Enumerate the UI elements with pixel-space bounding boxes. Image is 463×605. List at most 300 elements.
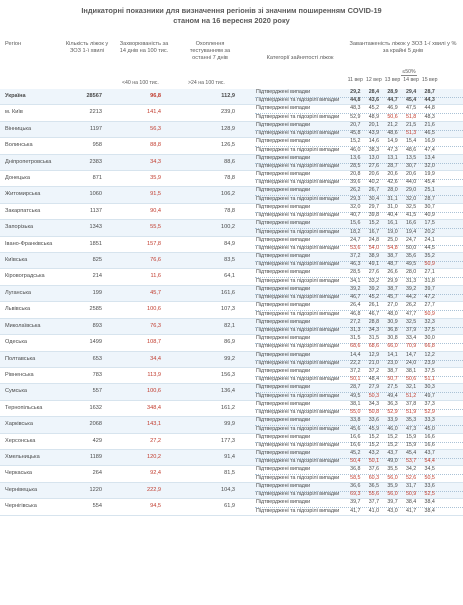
testing-value: 99,2 bbox=[224, 355, 235, 362]
beds-count: 554 bbox=[92, 503, 102, 510]
occupancy-confirmed: 29,4 bbox=[405, 89, 417, 95]
incidence-value: 35,9 bbox=[150, 175, 161, 182]
occupancy-confirmed: 15,6 bbox=[350, 220, 361, 227]
table-row bbox=[0, 138, 463, 154]
occupancy-confirmed: 34,2 bbox=[405, 466, 417, 473]
occupancy-confirmed-suspected: 48,4 bbox=[368, 376, 380, 383]
beds-count: 1632 bbox=[89, 404, 102, 411]
occupancy-confirmed-suspected: 50,6 bbox=[405, 376, 417, 383]
region-name: Чернігівська bbox=[5, 503, 37, 510]
occupancy-confirmed: 26,2 bbox=[405, 302, 417, 309]
testing-value: 107,3 bbox=[221, 306, 235, 313]
testing-value: 128,9 bbox=[221, 125, 235, 132]
region-name: Сумська bbox=[5, 388, 28, 395]
category-confirmed-suspected: Підтверджені та підозрілі випадки bbox=[256, 474, 340, 481]
category-confirmed-suspected: Підтверджені та підозрілі випадки bbox=[256, 113, 340, 120]
title-line-1: Індикаторні показники для визначення регіонів зі значним поширенням COVID-19 bbox=[81, 6, 382, 15]
occupancy-confirmed: 30,8 bbox=[387, 335, 398, 342]
table-row bbox=[0, 401, 463, 417]
occupancy-confirmed-suspected: 48,7 bbox=[387, 261, 398, 268]
occupancy-confirmed-suspected: 50,9 bbox=[405, 491, 417, 498]
testing-value: 91,4 bbox=[224, 453, 235, 460]
category-confirmed: Підтверджені випадки bbox=[256, 433, 311, 440]
category-confirmed: Підтверджені випадки bbox=[256, 269, 311, 276]
occupancy-confirmed-suspected: 28,7 bbox=[424, 195, 435, 202]
occupancy-confirmed: 15,2 bbox=[387, 433, 398, 440]
occupancy-confirmed: 37,2 bbox=[368, 367, 380, 374]
occupancy-confirmed: 14,4 bbox=[350, 351, 361, 358]
occupancy-confirmed-suspected: 48,3 bbox=[424, 113, 435, 120]
occupancy-confirmed: 20,1 bbox=[368, 121, 380, 128]
occupancy-confirmed: 16,6 bbox=[350, 433, 361, 440]
incidence-value: 100,6 bbox=[147, 388, 161, 395]
category-confirmed: Підтверджені випадки bbox=[256, 466, 311, 473]
category-confirmed-suspected: Підтверджені та підозрілі випадки bbox=[256, 261, 340, 268]
incidence-value: 55,5 bbox=[150, 224, 161, 231]
region-name: Тернопільська bbox=[5, 404, 43, 411]
occupancy-confirmed-suspected: 51,2 bbox=[405, 392, 417, 399]
occupancy-confirmed-suspected: 55,6 bbox=[368, 491, 380, 498]
occupancy-confirmed-suspected: 42,6 bbox=[387, 179, 398, 186]
table-row bbox=[0, 286, 463, 302]
occupancy-confirmed: 29,7 bbox=[368, 203, 380, 210]
occupancy-confirmed-suspected: 34,3 bbox=[368, 327, 380, 334]
category-confirmed-suspected: Підтверджені та підозрілі випадки bbox=[256, 310, 340, 317]
occupancy-confirmed: 32,5 bbox=[405, 203, 417, 210]
region-name: Харківська bbox=[5, 421, 33, 428]
table-row bbox=[0, 417, 463, 433]
testing-value: 83,5 bbox=[224, 257, 235, 264]
occupancy-confirmed-suspected: 22,2 bbox=[350, 359, 361, 366]
occupancy-confirmed-suspected: 33,2 bbox=[368, 277, 380, 284]
occupancy-confirmed-suspected: 52,5 bbox=[424, 491, 435, 498]
category-confirmed: Підтверджені випадки bbox=[256, 449, 311, 456]
testing-value: 64,1 bbox=[224, 273, 235, 280]
incidence-value: 141,4 bbox=[147, 109, 161, 116]
occupancy-confirmed-suspected: 31,8 bbox=[424, 277, 435, 284]
occupancy-confirmed-suspected: 54,0 bbox=[368, 245, 380, 252]
occupancy-confirmed-suspected: 31,3 bbox=[350, 327, 361, 334]
occupancy-confirmed-suspected: 43,6 bbox=[368, 97, 380, 104]
occupancy-confirmed: 35,9 bbox=[387, 482, 398, 489]
day-headers bbox=[346, 77, 439, 83]
beds-count: 653 bbox=[92, 355, 102, 362]
occupancy-confirmed-suspected: 50,3 bbox=[368, 392, 380, 399]
incidence-value: 76,3 bbox=[150, 322, 161, 329]
occupancy-confirmed-suspected: 29,9 bbox=[387, 277, 398, 284]
occupancy-confirmed: 37,2 bbox=[350, 253, 361, 260]
occupancy-confirmed-suspected: 66,8 bbox=[424, 343, 435, 350]
occupancy-confirmed-suspected: 40,4 bbox=[387, 212, 398, 219]
occupancy-confirmed: 43,7 bbox=[387, 449, 398, 456]
occupancy-confirmed-suspected: 49,4 bbox=[387, 392, 398, 399]
occupancy-confirmed: 39,7 bbox=[387, 499, 398, 506]
beds-count: 825 bbox=[92, 257, 102, 264]
occupancy-confirmed-suspected: 55,0 bbox=[350, 409, 361, 416]
incidence-value: 45,7 bbox=[150, 289, 161, 296]
occupancy-confirmed-suspected: 40,7 bbox=[350, 212, 361, 219]
occupancy-confirmed-suspected: 44,8 bbox=[350, 97, 361, 104]
testing-value: 239,0 bbox=[221, 109, 235, 116]
incidence-value: 108,7 bbox=[147, 339, 161, 346]
occupancy-confirmed-suspected: 15,9 bbox=[405, 441, 417, 448]
occupancy-confirmed-suspected: 39,6 bbox=[350, 179, 361, 186]
occupancy-confirmed: 27,9 bbox=[368, 384, 380, 391]
occupancy-confirmed: 20,7 bbox=[350, 121, 361, 128]
region-name: Запорізька bbox=[5, 224, 34, 231]
occupancy-confirmed-suspected: 52,9 bbox=[387, 409, 398, 416]
occupancy-confirmed-suspected: 51,8 bbox=[405, 113, 417, 120]
occupancy-confirmed-suspected: 47,3 bbox=[405, 425, 417, 432]
incidence-value: 76,6 bbox=[150, 257, 161, 264]
occupancy-confirmed-suspected: 47,4 bbox=[424, 146, 435, 153]
table-row bbox=[0, 368, 463, 384]
occupancy-confirmed-suspected: 38,4 bbox=[424, 507, 435, 514]
occupancy-confirmed-suspected: 48,6 bbox=[405, 146, 417, 153]
occupancy-confirmed: 17,5 bbox=[424, 220, 435, 227]
occupancy-confirmed-suspected: 48,0 bbox=[387, 310, 398, 317]
beds-count: 2383 bbox=[89, 158, 102, 165]
occupancy-confirmed: 36,5 bbox=[368, 482, 380, 489]
occupancy-confirmed-suspected: 46,0 bbox=[350, 146, 361, 153]
region-name: Луганська bbox=[5, 289, 32, 296]
occupancy-confirmed: 27,6 bbox=[368, 269, 380, 276]
occupancy-confirmed-suspected: 43,0 bbox=[387, 507, 398, 514]
occupancy-confirmed-suspected: 44,7 bbox=[387, 97, 398, 104]
occupancy-confirmed: 31,7 bbox=[405, 482, 417, 489]
header-testing: Охоплення тестуванням за останні 7 днів bbox=[189, 41, 231, 61]
occupancy-confirmed-suspected: 48,6 bbox=[387, 130, 398, 137]
table-row bbox=[0, 187, 463, 203]
occupancy-confirmed-suspected: 68,6 bbox=[368, 343, 380, 350]
occupancy-confirmed-suspected: 51,9 bbox=[405, 409, 417, 416]
table-row bbox=[0, 466, 463, 482]
occupancy-confirmed-suspected: 37,5 bbox=[424, 327, 435, 334]
occupancy-confirmed-suspected: 49,0 bbox=[387, 458, 398, 465]
category-confirmed-suspected: Підтверджені та підозрілі випадки bbox=[256, 458, 340, 465]
occupancy-confirmed: 31,0 bbox=[387, 203, 398, 210]
table-row bbox=[0, 155, 463, 171]
testing-value: 84,9 bbox=[224, 240, 235, 247]
occupancy-confirmed: 35,5 bbox=[387, 466, 398, 473]
occupancy-confirmed: 38,7 bbox=[387, 285, 398, 292]
testing-value: 161,6 bbox=[221, 289, 235, 296]
incidence-value: 120,2 bbox=[147, 453, 161, 460]
category-confirmed-suspected: Підтверджені та підозрілі випадки bbox=[256, 409, 340, 416]
category-confirmed-suspected: Підтверджені та підозрілі випадки bbox=[256, 294, 340, 301]
occupancy-confirmed: 39,2 bbox=[405, 285, 417, 292]
page-title bbox=[0, 6, 463, 26]
occupancy-confirmed: 38,4 bbox=[405, 499, 417, 506]
occupancy-confirmed: 15,9 bbox=[405, 433, 417, 440]
beds-count: 429 bbox=[92, 437, 102, 444]
occupancy-confirmed: 33,3 bbox=[424, 417, 435, 424]
category-confirmed: Підтверджені випадки bbox=[256, 89, 311, 95]
region-name: Україна bbox=[5, 93, 26, 99]
occupancy-confirmed-suspected: 54,8 bbox=[387, 245, 398, 252]
category-confirmed: Підтверджені випадки bbox=[256, 335, 311, 342]
occupancy-confirmed-suspected: 23,9 bbox=[424, 359, 435, 366]
header-incidence: Захворюваність за 14 днів на 100 тис. bbox=[119, 41, 169, 54]
table-row bbox=[0, 499, 463, 515]
occupancy-confirmed: 27,2 bbox=[350, 318, 361, 325]
occupancy-confirmed-suspected: 32,0 bbox=[405, 195, 417, 202]
table-row bbox=[0, 269, 463, 285]
region-table bbox=[0, 89, 463, 516]
occupancy-confirmed-suspected: 16,7 bbox=[368, 228, 380, 235]
incidence-threshold: <40 на 100 тис. bbox=[122, 80, 159, 86]
occupancy-confirmed: 45,2 bbox=[350, 449, 361, 456]
occupancy-confirmed: 35,2 bbox=[424, 253, 435, 260]
beds-count: 1851 bbox=[89, 240, 102, 247]
occupancy-confirmed: 35,3 bbox=[405, 417, 417, 424]
occupancy-confirmed-suspected: 46,3 bbox=[350, 261, 361, 268]
occupancy-confirmed-suspected: 45,6 bbox=[350, 425, 361, 432]
occupancy-confirmed-suspected: 45,4 bbox=[424, 179, 435, 186]
table-row bbox=[0, 302, 463, 318]
occupancy-confirmed-suspected: 69,3 bbox=[350, 491, 361, 498]
day-header: 13 вер bbox=[384, 77, 401, 83]
table-row bbox=[0, 204, 463, 220]
occupancy-confirmed-suspected: 21,0 bbox=[368, 359, 380, 366]
header-category: Категорії зайнятості ліжок bbox=[266, 55, 334, 61]
occupancy-confirmed-suspected: 41,5 bbox=[405, 212, 417, 219]
occupancy-confirmed: 44,8 bbox=[424, 105, 435, 112]
occupancy-confirmed: 29,2 bbox=[350, 89, 361, 95]
occupancy-confirmed-suspected: 37,9 bbox=[405, 327, 417, 334]
occupancy-confirmed-suspected: 44,0 bbox=[405, 179, 417, 186]
category-confirmed-suspected: Підтверджені та підозрілі випадки bbox=[256, 277, 340, 284]
occupancy-confirmed: 14,1 bbox=[387, 351, 398, 358]
occupancy-confirmed-suspected: 41,7 bbox=[350, 507, 361, 514]
occupancy-confirmed: 32,0 bbox=[350, 203, 361, 210]
occupancy-confirmed-suspected: 46,5 bbox=[424, 130, 435, 137]
occupancy-confirmed-suspected: 28,5 bbox=[350, 163, 361, 170]
occupancy-confirmed: 27,5 bbox=[387, 384, 398, 391]
occupancy-confirmed-suspected: 68,6 bbox=[350, 343, 361, 350]
occupancy-confirmed: 30,7 bbox=[424, 203, 435, 210]
category-confirmed-suspected: Підтверджені та підозрілі випадки bbox=[256, 146, 340, 153]
occupancy-confirmed: 28,0 bbox=[387, 187, 398, 194]
header-region: Регіон bbox=[5, 41, 22, 47]
occupancy-confirmed: 36,6 bbox=[350, 482, 361, 489]
occupancy-confirmed-suspected: 50,1 bbox=[350, 376, 361, 383]
beds-count: 2585 bbox=[89, 306, 102, 313]
occupancy-confirmed-suspected: 56,0 bbox=[387, 491, 398, 498]
occupancy-confirmed: 34,5 bbox=[424, 466, 435, 473]
occupancy-confirmed-suspected: 46,7 bbox=[350, 294, 361, 301]
category-confirmed: Підтверджені випадки bbox=[256, 318, 311, 325]
testing-value: 106,2 bbox=[221, 191, 235, 198]
occupancy-confirmed: 37,3 bbox=[424, 400, 435, 407]
occupancy-confirmed: 13,1 bbox=[387, 154, 398, 161]
occupancy-confirmed-suspected: 27,6 bbox=[368, 163, 380, 170]
occupancy-confirmed: 32,5 bbox=[405, 318, 417, 325]
incidence-value: 96,8 bbox=[150, 93, 161, 99]
occupancy-confirmed: 28,5 bbox=[350, 269, 361, 276]
occupancy-confirmed: 38,7 bbox=[387, 253, 398, 260]
beds-count: 557 bbox=[92, 388, 102, 395]
occupancy-confirmed-suspected: 51,1 bbox=[424, 376, 435, 383]
region-name: Рівненська bbox=[5, 371, 34, 378]
occupancy-confirmed-suspected: 50,9 bbox=[424, 261, 435, 268]
beds-count: 1137 bbox=[89, 207, 102, 214]
category-confirmed-suspected: Підтверджені та підозрілі випадки bbox=[256, 507, 340, 514]
category-confirmed: Підтверджені випадки bbox=[256, 121, 311, 128]
occupancy-confirmed-suspected: 53,7 bbox=[405, 458, 417, 465]
testing-value: 99,9 bbox=[224, 421, 235, 428]
beds-count: 871 bbox=[92, 175, 102, 182]
beds-count: 1197 bbox=[89, 125, 102, 132]
occupancy-confirmed-suspected: 50,6 bbox=[387, 113, 398, 120]
category-confirmed: Підтверджені випадки bbox=[256, 351, 311, 358]
category-confirmed-suspected: Підтверджені та підозрілі випадки bbox=[256, 441, 340, 448]
occupancy-confirmed-suspected: 41,7 bbox=[405, 507, 417, 514]
category-confirmed-suspected: Підтверджені та підозрілі випадки bbox=[256, 343, 340, 350]
occupancy-confirmed-suspected: 48,9 bbox=[368, 113, 380, 120]
testing-value: 81,5 bbox=[224, 470, 235, 477]
occupancy-confirmed-suspected: 46,0 bbox=[387, 425, 398, 432]
occupancy-confirmed-suspected: 32,0 bbox=[424, 163, 435, 170]
region-name: Кіровоградська bbox=[5, 273, 45, 280]
occupancy-confirmed: 43,7 bbox=[424, 449, 435, 456]
occupancy-confirmed: 13,4 bbox=[424, 154, 435, 161]
testing-value: 112,9 bbox=[221, 93, 235, 99]
occupancy-confirmed-suspected: 54,4 bbox=[424, 458, 435, 465]
occupancy-confirmed-suspected: 70,9 bbox=[405, 343, 417, 350]
occupancy-confirmed: 24,7 bbox=[405, 236, 417, 243]
occupancy-confirmed-suspected: 28,7 bbox=[387, 163, 398, 170]
occupancy-confirmed: 25,0 bbox=[387, 236, 398, 243]
occupancy-confirmed-suspected: 52,9 bbox=[350, 113, 361, 120]
occupancy-confirmed-suspected: 44,2 bbox=[405, 294, 417, 301]
incidence-value: 56,3 bbox=[150, 125, 161, 132]
occupancy-confirmed-suspected: 24,0 bbox=[405, 359, 417, 366]
occupancy-confirmed-suspected: 49,5 bbox=[405, 261, 417, 268]
occupancy-confirmed: 46,9 bbox=[387, 105, 398, 112]
occupancy-confirmed: 26,6 bbox=[387, 269, 398, 276]
occupancy-confirmed-suspected: 47,3 bbox=[387, 146, 398, 153]
occupancy-confirmed: 14,7 bbox=[405, 351, 417, 358]
occupancy-confirmed: 37,6 bbox=[368, 466, 380, 473]
category-confirmed-suspected: Підтверджені та підозрілі випадки bbox=[256, 228, 340, 235]
occupancy-confirmed-suspected: 23,0 bbox=[387, 359, 398, 366]
occupancy-confirmed: 25,1 bbox=[424, 187, 435, 194]
occupancy-confirmed-suspected: 29,3 bbox=[350, 195, 361, 202]
occupancy-confirmed: 47,5 bbox=[405, 105, 417, 112]
occupancy-confirmed-suspected: 49,7 bbox=[424, 392, 435, 399]
occupancy-confirmed: 38,9 bbox=[368, 253, 380, 260]
category-confirmed-suspected: Підтверджені та підозрілі випадки bbox=[256, 491, 340, 498]
day-header: 12 вер bbox=[366, 77, 382, 83]
table-row bbox=[0, 434, 463, 450]
occupancy-confirmed: 16,9 bbox=[424, 138, 435, 145]
occupancy-confirmed: 20,6 bbox=[387, 171, 398, 178]
category-confirmed-suspected: Підтверджені та підозрілі випадки bbox=[256, 163, 340, 170]
category-confirmed: Підтверджені випадки bbox=[256, 187, 311, 194]
occupancy-confirmed: 37,5 bbox=[424, 367, 435, 374]
occupancy-confirmed-suspected: 39,8 bbox=[368, 212, 380, 219]
occupancy-confirmed: 26,2 bbox=[350, 187, 361, 194]
occupancy-confirmed-suspected: 50,7 bbox=[387, 376, 398, 383]
table-row bbox=[0, 450, 463, 466]
testing-value: 78,8 bbox=[224, 207, 235, 214]
category-confirmed-suspected: Підтверджені та підозрілі випадки bbox=[256, 392, 340, 399]
occupancy-confirmed: 37,8 bbox=[405, 400, 417, 407]
occupancy-confirmed: 39,2 bbox=[350, 285, 361, 292]
occupancy-confirmed-suspected: 43,9 bbox=[368, 130, 380, 137]
occupancy-confirmed: 26,7 bbox=[368, 187, 380, 194]
occupancy-confirmed: 13,5 bbox=[405, 154, 417, 161]
occupancy-confirmed: 38,1 bbox=[405, 367, 417, 374]
region-name: Дніпропетровська bbox=[5, 158, 52, 165]
occupancy-confirmed-suspected: 46,7 bbox=[368, 310, 380, 317]
occupancy-confirmed-suspected: 50,5 bbox=[424, 474, 435, 481]
region-name: Київська bbox=[5, 257, 28, 264]
occupancy-confirmed-suspected: 38,3 bbox=[368, 146, 380, 153]
occupancy-confirmed: 38,7 bbox=[387, 367, 398, 374]
occupancy-confirmed: 30,0 bbox=[424, 335, 435, 342]
testing-value: 88,6 bbox=[224, 158, 235, 165]
occupancy-confirmed-suspected: 44,3 bbox=[424, 97, 435, 104]
incidence-value: 91,5 bbox=[150, 191, 161, 198]
occupancy-confirmed: 30,3 bbox=[424, 384, 435, 391]
category-confirmed-suspected: Підтверджені та підозрілі випадки bbox=[256, 359, 340, 366]
occupancy-confirmed-suspected: 47,2 bbox=[424, 294, 435, 301]
occupancy-confirmed-suspected: 20,2 bbox=[424, 228, 435, 235]
occupancy-confirmed: 31,5 bbox=[350, 335, 361, 342]
incidence-value: 222,9 bbox=[147, 486, 161, 493]
occupancy-confirmed-suspected: 18,2 bbox=[350, 228, 361, 235]
testing-value: 82,1 bbox=[224, 322, 235, 329]
category-confirmed-suspected: Підтверджені та підозрілі випадки bbox=[256, 245, 340, 252]
occupancy-confirmed-suspected: 19,0 bbox=[387, 228, 398, 235]
header-beds: Кількість ліжок у ЗОЗ 1-ї хвилі bbox=[65, 41, 109, 54]
category-confirmed: Підтверджені випадки bbox=[256, 138, 311, 145]
incidence-value: 100,6 bbox=[147, 306, 161, 313]
occupancy-confirmed: 21,2 bbox=[387, 121, 398, 128]
occupancy-confirmed: 27,7 bbox=[424, 302, 435, 309]
incidence-value: 88,8 bbox=[150, 142, 161, 149]
beds-count: 783 bbox=[92, 371, 102, 378]
occupancy-confirmed: 19,9 bbox=[424, 171, 435, 178]
occupancy-confirmed: 31,5 bbox=[368, 335, 380, 342]
occupancy-confirmed: 35,6 bbox=[405, 253, 417, 260]
occupancy-confirmed-suspected: 60,3 bbox=[368, 474, 380, 481]
day-header: 15 вер bbox=[421, 77, 438, 83]
category-confirmed: Підтверджені випадки bbox=[256, 236, 311, 243]
table-row bbox=[0, 483, 463, 499]
occupancy-confirmed: 29,0 bbox=[405, 187, 417, 194]
region-name: Волинська bbox=[5, 142, 33, 149]
occupancy-confirmed-suspected: 45,0 bbox=[424, 425, 435, 432]
occupancy-confirmed-suspected: 15,2 bbox=[387, 441, 398, 448]
occupancy-confirmed: 21,5 bbox=[405, 121, 417, 128]
occupancy-confirmed: 32,1 bbox=[405, 384, 417, 391]
occupancy-confirmed: 37,2 bbox=[350, 367, 361, 374]
beds-count: 1060 bbox=[89, 191, 102, 198]
incidence-value: 157,8 bbox=[147, 240, 161, 247]
occupancy-confirmed-suspected: 50,4 bbox=[350, 458, 361, 465]
table-row bbox=[0, 171, 463, 187]
testing-value: 86,9 bbox=[224, 339, 235, 346]
occupancy-confirmed: 37,7 bbox=[368, 499, 380, 506]
testing-value: 100,2 bbox=[221, 224, 235, 231]
occupancy-confirmed: 27,0 bbox=[387, 302, 398, 309]
region-name: Вінницька bbox=[5, 125, 32, 132]
beds-count: 1220 bbox=[89, 486, 102, 493]
occupancy-confirmed-suspected: 56,0 bbox=[387, 474, 398, 481]
